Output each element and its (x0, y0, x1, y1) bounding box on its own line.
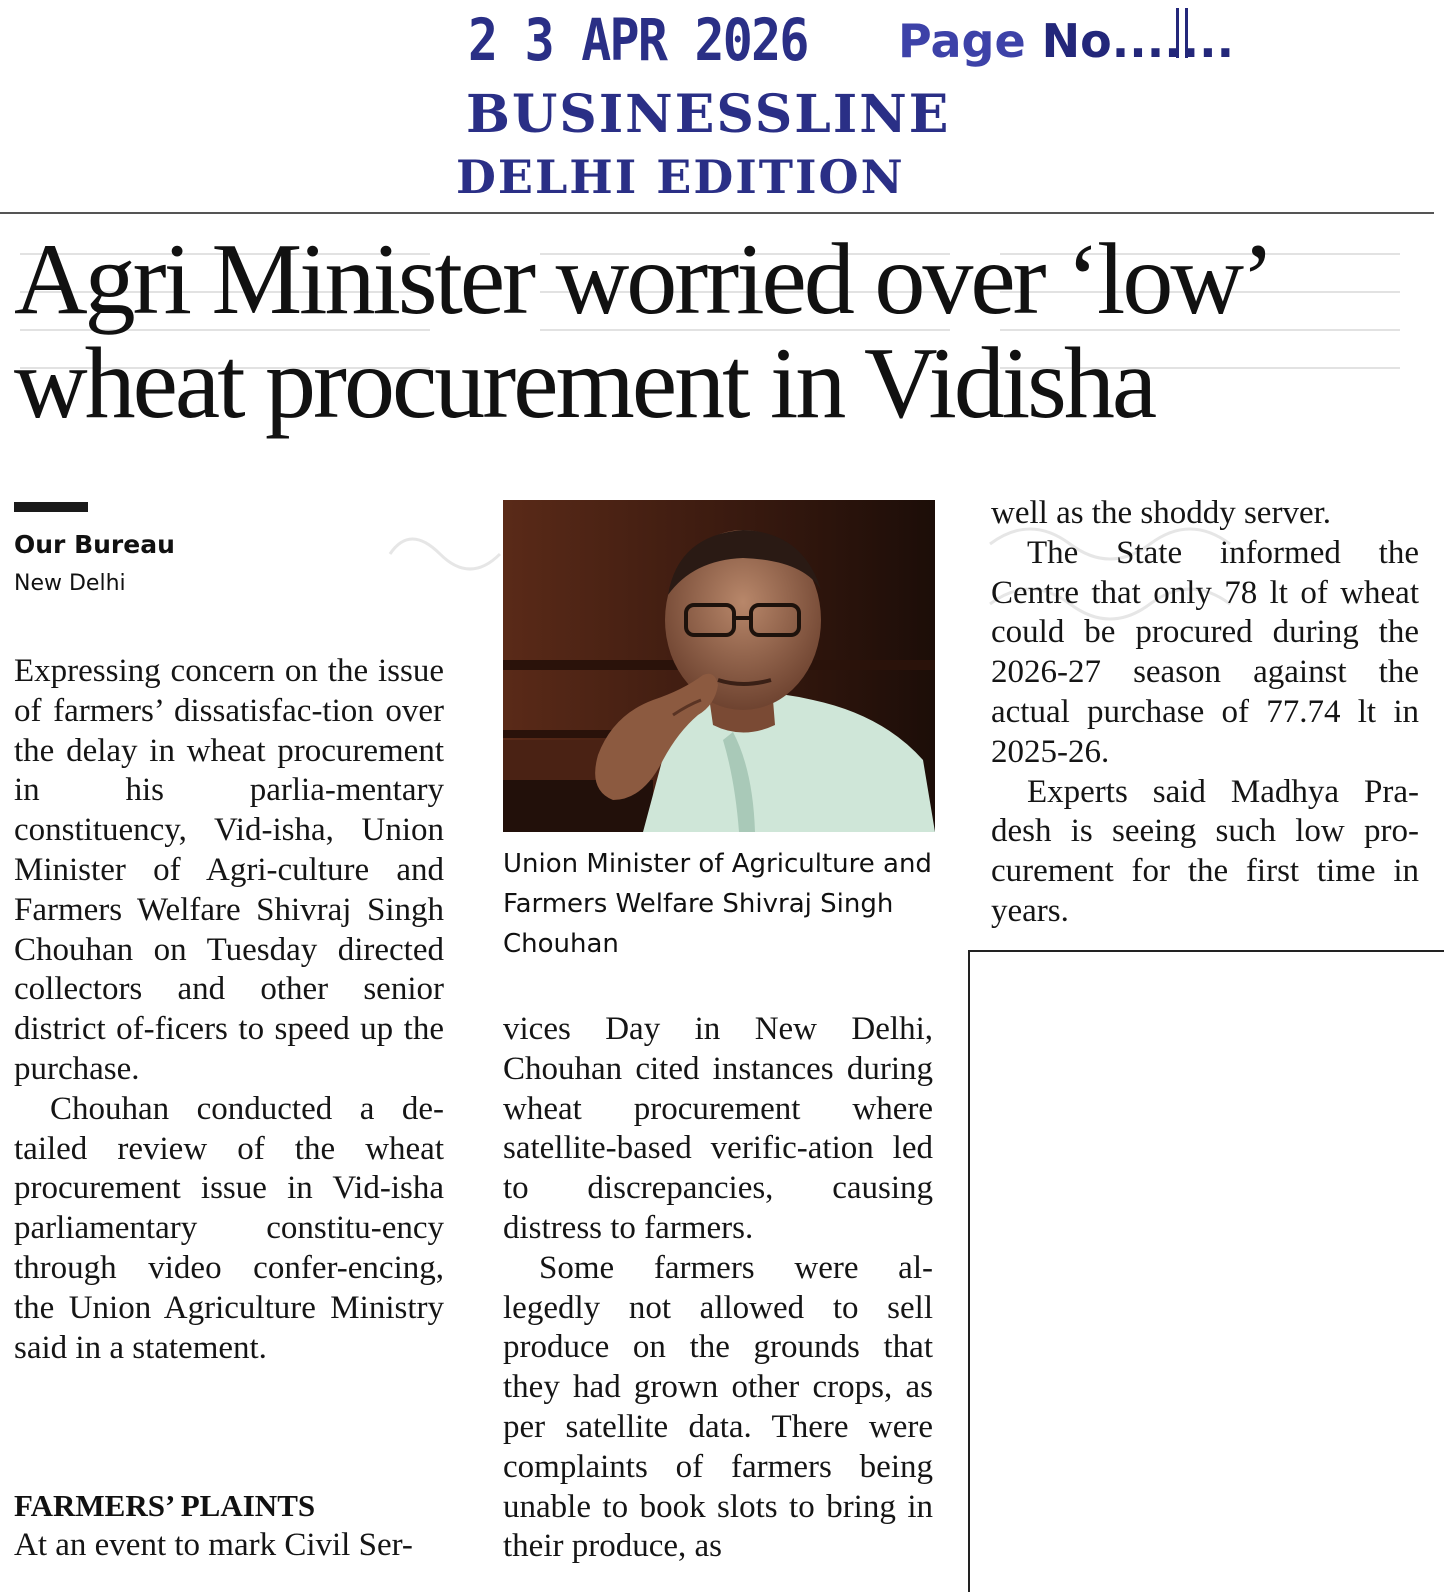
paragraph: Experts said Madhya Pra-desh is seeing such low pro-curement for the first time in years. (991, 773, 1419, 929)
portrait-illustration (503, 500, 935, 832)
article-headline: Agri Minister worried over ‘low’ wheat procurement in Vidisha (14, 223, 1265, 440)
minister-photo (503, 500, 935, 832)
byline-rule (14, 502, 88, 512)
stamp-edition: DELHI EDITION (456, 150, 905, 204)
article-column-1 (14, 652, 444, 1368)
article-column-2 (503, 1010, 933, 1567)
paragraph: Some farmers were al-legedly not allowed to sell produce on the grounds that they had grown other crops, as per satellite data. There were complaints of farmers being unable to book slots to bring in their produce, as (503, 1249, 933, 1565)
stamp-page-label: Page (898, 14, 1042, 68)
paragraph: well as the shoddy server. (991, 495, 1332, 531)
byline-author: Our Bureau (14, 530, 175, 559)
paragraph: Chouhan conducted a de-tailed review of the wheat procurement issue in Vid-isha parliamentary constitu-ency through video confer-encing, the Union Agriculture Ministry said in a statement. (14, 1090, 444, 1366)
paragraph: At an event to mark Civil Ser- (14, 1527, 413, 1563)
byline-dateline: New Delhi (14, 571, 126, 596)
article-column-3 (991, 494, 1419, 932)
clipping-cut-edge (968, 950, 1444, 1592)
photo-caption: Union Minister of Agriculture and Farmers Welfare Shivraj Singh Chouhan (503, 849, 932, 959)
stamp-handwritten-page-mark (1176, 8, 1188, 58)
paragraph: The State informed the Centre that only 78 lt of wheat could be procured during the 2026-27 season against the actual purchase of 77.74 lt in 2025-26. (991, 534, 1419, 770)
stamp-newspaper-name: BUSINESSLINE (466, 84, 951, 145)
paragraph: vices Day in New Delhi, Chouhan cited instances during wheat procurement where satellite-based verific-ation led to discrepancies, causing distress to farmers. (503, 1011, 933, 1246)
article-column-1-continued (14, 1526, 444, 1566)
article-subhead: FARMERS’ PLAINTS (14, 1488, 316, 1523)
stamp-page-no-label: No....... (1041, 14, 1235, 68)
stamp-date: 2 3 APR 2026 (468, 6, 808, 74)
paragraph: Expressing concern on the issue of farmers’ dissatisfac-tion over the delay in wheat procurement in his parlia-mentary constituency, Vid-isha, Union Minister of Agri-culture and Farmers Welfare Shivraj Singh Chouhan on Tuesday directed collectors and other senior district of-ficers to speed up the purchase. (14, 653, 444, 1087)
